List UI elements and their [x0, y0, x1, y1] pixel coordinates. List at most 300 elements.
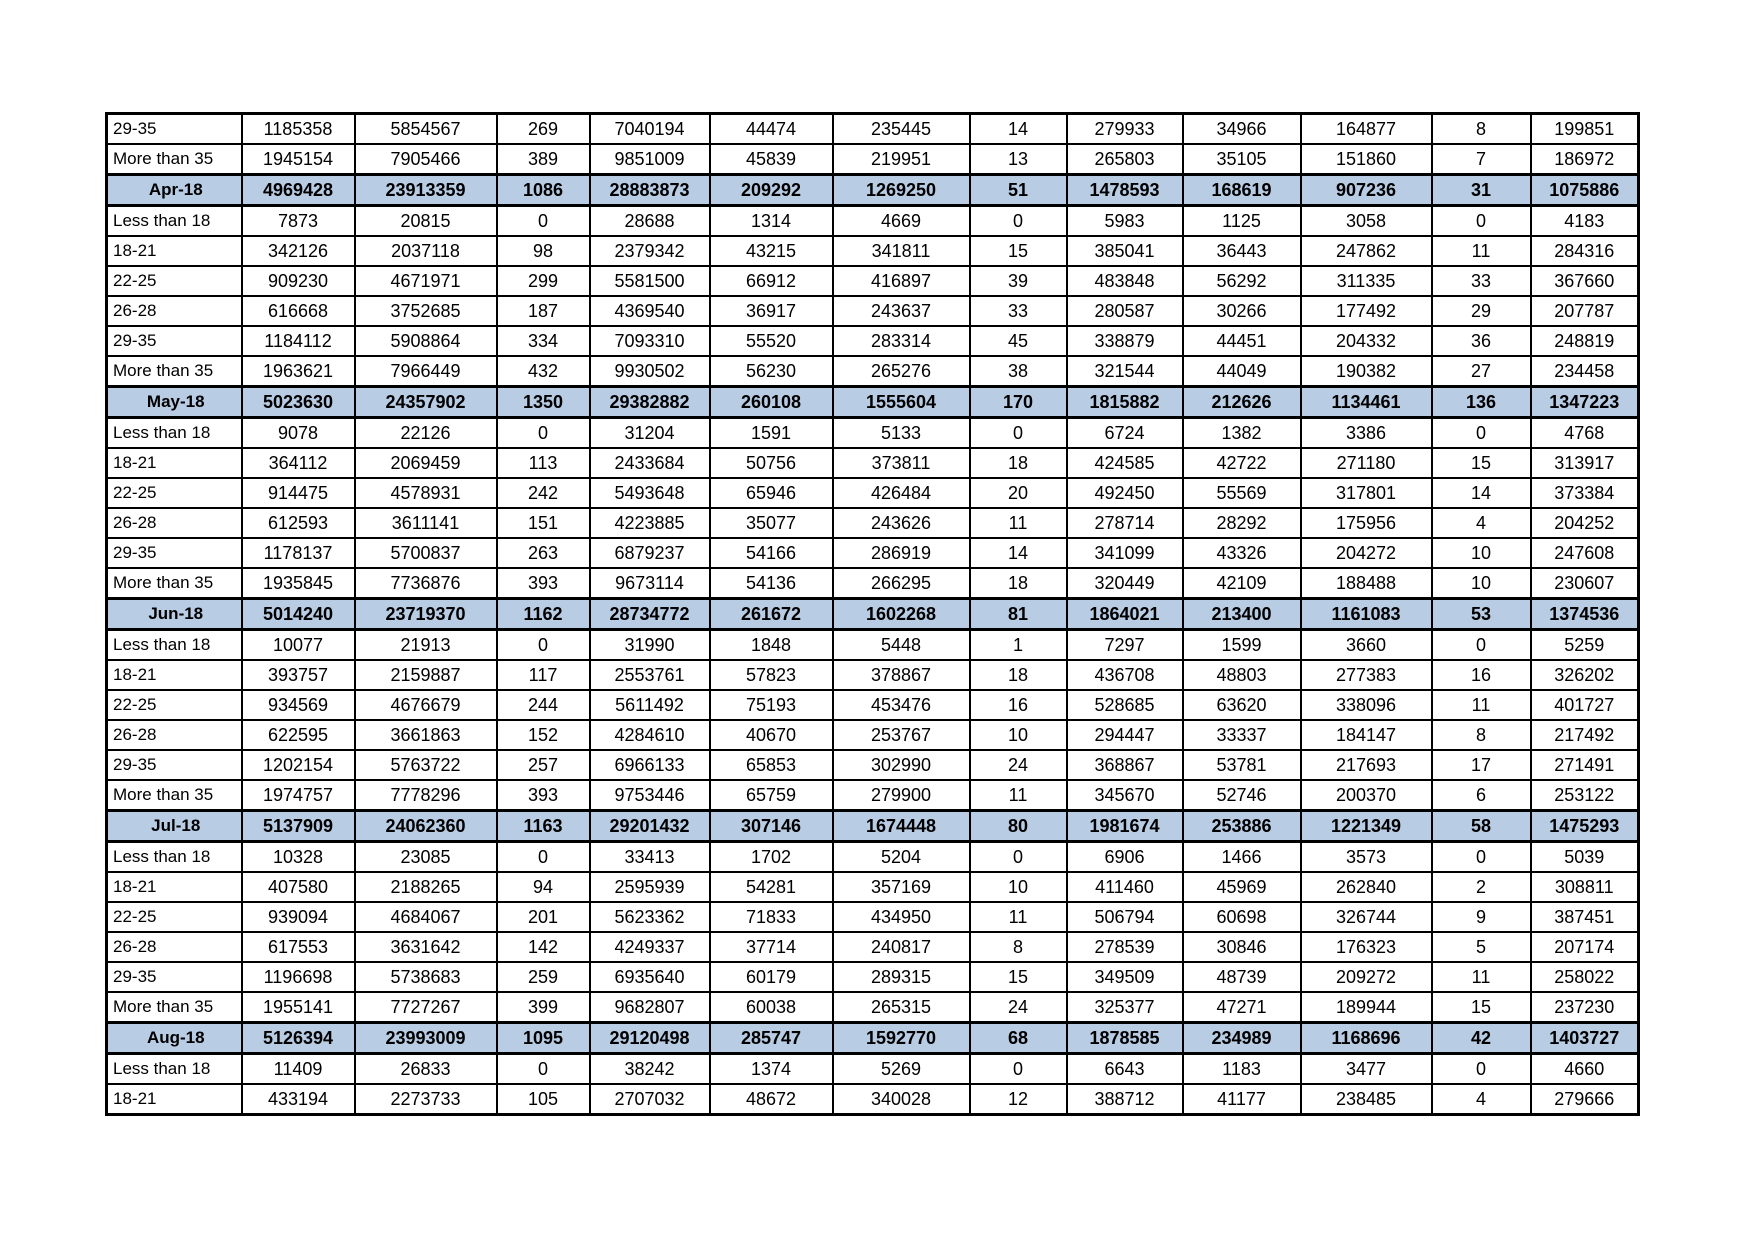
row-label-cell: 18-21 — [107, 236, 242, 266]
table-cell: 909230 — [242, 266, 355, 296]
table-cell: 334 — [497, 326, 590, 356]
table-cell: 388712 — [1067, 1084, 1183, 1115]
row-label-cell: Less than 18 — [107, 418, 242, 449]
table-cell: 204272 — [1301, 538, 1432, 568]
table-cell: 15 — [1432, 448, 1531, 478]
table-cell: 1555604 — [833, 387, 970, 418]
table-cell: 0 — [1432, 842, 1531, 873]
table-cell: 357169 — [833, 872, 970, 902]
table-cell: 3752685 — [355, 296, 497, 326]
table-cell: 33337 — [1183, 720, 1301, 750]
table-cell: 21913 — [355, 630, 497, 661]
table-cell: 113 — [497, 448, 590, 478]
table-cell: 42109 — [1183, 568, 1301, 599]
table-cell: 1134461 — [1301, 387, 1432, 418]
table-cell: 5126394 — [242, 1023, 355, 1054]
table-cell: 23085 — [355, 842, 497, 873]
table-cell: 24357902 — [355, 387, 497, 418]
table-cell: 1178137 — [242, 538, 355, 568]
table-cell: 5738683 — [355, 962, 497, 992]
table-cell: 30266 — [1183, 296, 1301, 326]
table-cell: 189944 — [1301, 992, 1432, 1023]
table-cell: 278714 — [1067, 508, 1183, 538]
table-cell: 2595939 — [590, 872, 710, 902]
table-cell: 907236 — [1301, 175, 1432, 206]
table-cell: 0 — [1432, 206, 1531, 237]
table-cell: 7966449 — [355, 356, 497, 387]
table-cell: 320449 — [1067, 568, 1183, 599]
table-cell: 16 — [1432, 660, 1531, 690]
table-cell: 401727 — [1531, 690, 1639, 720]
table-cell: 1095 — [497, 1023, 590, 1054]
month-summary-row — [107, 387, 1639, 418]
table-cell: 4223885 — [590, 508, 710, 538]
table-cell: 10 — [1432, 538, 1531, 568]
table-cell: 280587 — [1067, 296, 1183, 326]
table-cell: 22126 — [355, 418, 497, 449]
table-cell: 9930502 — [590, 356, 710, 387]
table-cell: 13 — [970, 144, 1067, 175]
table-cell: 434950 — [833, 902, 970, 932]
table-cell: 257 — [497, 750, 590, 780]
table-cell: 14 — [1432, 478, 1531, 508]
row-label-cell: 18-21 — [107, 872, 242, 902]
table-cell: 170 — [970, 387, 1067, 418]
table-cell: 235445 — [833, 114, 970, 145]
table-cell: 5014240 — [242, 599, 355, 630]
table-cell: 4369540 — [590, 296, 710, 326]
table-cell: 4660 — [1531, 1054, 1639, 1085]
table-row — [107, 992, 1639, 1023]
table-cell: 23913359 — [355, 175, 497, 206]
table-cell: 213400 — [1183, 599, 1301, 630]
table-cell: 45839 — [710, 144, 833, 175]
table-cell: 164877 — [1301, 114, 1432, 145]
table-cell: 12 — [970, 1084, 1067, 1115]
table-cell: 18 — [970, 568, 1067, 599]
row-label-cell: 18-21 — [107, 1084, 242, 1115]
table-cell: 307146 — [710, 811, 833, 842]
table-cell: 4284610 — [590, 720, 710, 750]
table-cell: 212626 — [1183, 387, 1301, 418]
table-cell: 94 — [497, 872, 590, 902]
table-cell: 44474 — [710, 114, 833, 145]
table-cell: 80 — [970, 811, 1067, 842]
table-cell: 1981674 — [1067, 811, 1183, 842]
table-cell: 2069459 — [355, 448, 497, 478]
table-cell: 308811 — [1531, 872, 1639, 902]
table-cell: 37714 — [710, 932, 833, 962]
table-row — [107, 478, 1639, 508]
table-cell: 1382 — [1183, 418, 1301, 449]
table-cell: 1466 — [1183, 842, 1301, 873]
table-cell: 914475 — [242, 478, 355, 508]
table-row — [107, 720, 1639, 750]
table-cell: 207174 — [1531, 932, 1639, 962]
table-cell: 9673114 — [590, 568, 710, 599]
table-cell: 31204 — [590, 418, 710, 449]
table-cell: 11 — [1432, 690, 1531, 720]
table-cell: 5908864 — [355, 326, 497, 356]
month-summary-row — [107, 1023, 1639, 1054]
table-cell: 1674448 — [833, 811, 970, 842]
table-cell: 36 — [1432, 326, 1531, 356]
table-cell: 3611141 — [355, 508, 497, 538]
table-cell: 1 — [970, 630, 1067, 661]
table-cell: 277383 — [1301, 660, 1432, 690]
table-cell: 299 — [497, 266, 590, 296]
table-cell: 528685 — [1067, 690, 1183, 720]
table-cell: 259 — [497, 962, 590, 992]
table-row — [107, 418, 1639, 449]
table-cell: 24 — [970, 992, 1067, 1023]
table-cell: 204252 — [1531, 508, 1639, 538]
table-cell: 8 — [1432, 114, 1531, 145]
table-cell: 186972 — [1531, 144, 1639, 175]
table-cell: 4 — [1432, 1084, 1531, 1115]
table-cell: 284316 — [1531, 236, 1639, 266]
table-cell: 311335 — [1301, 266, 1432, 296]
table-cell: 399 — [497, 992, 590, 1023]
table-cell: 9753446 — [590, 780, 710, 811]
table-cell: 1269250 — [833, 175, 970, 206]
table-cell: 63620 — [1183, 690, 1301, 720]
table-cell: 1347223 — [1531, 387, 1639, 418]
table-cell: 1955141 — [242, 992, 355, 1023]
table-cell: 5700837 — [355, 538, 497, 568]
table-cell: 939094 — [242, 902, 355, 932]
table-cell: 411460 — [1067, 872, 1183, 902]
table-cell: 7727267 — [355, 992, 497, 1023]
table-cell: 4669 — [833, 206, 970, 237]
table-cell: 247608 — [1531, 538, 1639, 568]
table-cell: 39 — [970, 266, 1067, 296]
table-cell: 51 — [970, 175, 1067, 206]
table-cell: 9078 — [242, 418, 355, 449]
row-label-cell: 29-35 — [107, 326, 242, 356]
table-cell: 265315 — [833, 992, 970, 1023]
table-cell: 44049 — [1183, 356, 1301, 387]
table-cell: 266295 — [833, 568, 970, 599]
table-cell: 17 — [1432, 750, 1531, 780]
table-cell: 2379342 — [590, 236, 710, 266]
table-cell: 45969 — [1183, 872, 1301, 902]
month-summary-row — [107, 599, 1639, 630]
table-cell: 1185358 — [242, 114, 355, 145]
table-cell: 1878585 — [1067, 1023, 1183, 1054]
table-row — [107, 750, 1639, 780]
table-cell: 136 — [1432, 387, 1531, 418]
table-cell: 243637 — [833, 296, 970, 326]
table-cell: 1125 — [1183, 206, 1301, 237]
table-cell: 50756 — [710, 448, 833, 478]
table-cell: 483848 — [1067, 266, 1183, 296]
table-cell: 28688 — [590, 206, 710, 237]
table-cell: 6643 — [1067, 1054, 1183, 1085]
table-cell: 47271 — [1183, 992, 1301, 1023]
table-cell: 151 — [497, 508, 590, 538]
table-cell: 204332 — [1301, 326, 1432, 356]
table-cell: 0 — [970, 206, 1067, 237]
table-cell: 373811 — [833, 448, 970, 478]
table-cell: 3661863 — [355, 720, 497, 750]
table-cell: 11409 — [242, 1054, 355, 1085]
table-cell: 1221349 — [1301, 811, 1432, 842]
table-cell: 5854567 — [355, 114, 497, 145]
table-cell: 152 — [497, 720, 590, 750]
table-row — [107, 872, 1639, 902]
table-cell: 7 — [1432, 144, 1531, 175]
table-cell: 243626 — [833, 508, 970, 538]
table-cell: 33 — [1432, 266, 1531, 296]
table-cell: 0 — [1432, 630, 1531, 661]
table-cell: 14 — [970, 538, 1067, 568]
table-cell: 271180 — [1301, 448, 1432, 478]
table-cell: 265803 — [1067, 144, 1183, 175]
table-cell: 34966 — [1183, 114, 1301, 145]
table-cell: 5204 — [833, 842, 970, 873]
month-summary-row — [107, 811, 1639, 842]
table-cell: 60038 — [710, 992, 833, 1023]
row-label-cell: 22-25 — [107, 690, 242, 720]
table-cell: 340028 — [833, 1084, 970, 1115]
table-cell: 416897 — [833, 266, 970, 296]
table-row — [107, 780, 1639, 811]
row-label-cell: More than 35 — [107, 992, 242, 1023]
table-cell: 0 — [970, 1054, 1067, 1085]
table-cell: 317801 — [1301, 478, 1432, 508]
table-cell: 54136 — [710, 568, 833, 599]
table-row — [107, 902, 1639, 932]
table-cell: 11 — [970, 902, 1067, 932]
table-cell: 1935845 — [242, 568, 355, 599]
table-cell: 200370 — [1301, 780, 1432, 811]
table-cell: 1161083 — [1301, 599, 1432, 630]
row-label-cell: 26-28 — [107, 720, 242, 750]
table-cell: 234989 — [1183, 1023, 1301, 1054]
table-cell: 492450 — [1067, 478, 1183, 508]
table-cell: 253122 — [1531, 780, 1639, 811]
table-cell: 5137909 — [242, 811, 355, 842]
table-cell: 3660 — [1301, 630, 1432, 661]
row-label-cell: 26-28 — [107, 932, 242, 962]
table-cell: 35077 — [710, 508, 833, 538]
table-cell: 209272 — [1301, 962, 1432, 992]
table-cell: 1403727 — [1531, 1023, 1639, 1054]
table-cell: 1602268 — [833, 599, 970, 630]
table-cell: 44451 — [1183, 326, 1301, 356]
table-cell: 177492 — [1301, 296, 1432, 326]
table-cell: 175956 — [1301, 508, 1432, 538]
table-cell: 1168696 — [1301, 1023, 1432, 1054]
table-cell: 14 — [970, 114, 1067, 145]
table-cell: 2553761 — [590, 660, 710, 690]
table-cell: 1591 — [710, 418, 833, 449]
table-cell: 269 — [497, 114, 590, 145]
table-cell: 24062360 — [355, 811, 497, 842]
table-row — [107, 266, 1639, 296]
table-cell: 1163 — [497, 811, 590, 842]
table-cell: 217693 — [1301, 750, 1432, 780]
table-cell: 278539 — [1067, 932, 1183, 962]
table-cell: 5269 — [833, 1054, 970, 1085]
table-cell: 24 — [970, 750, 1067, 780]
table-cell: 151860 — [1301, 144, 1432, 175]
table-cell: 53781 — [1183, 750, 1301, 780]
table-cell: 341099 — [1067, 538, 1183, 568]
table-cell: 57823 — [710, 660, 833, 690]
table-cell: 4676679 — [355, 690, 497, 720]
table-cell: 5581500 — [590, 266, 710, 296]
table-cell: 30846 — [1183, 932, 1301, 962]
table-cell: 28292 — [1183, 508, 1301, 538]
row-label-cell: 18-21 — [107, 660, 242, 690]
table-cell: 349509 — [1067, 962, 1183, 992]
table-cell: 10 — [970, 872, 1067, 902]
table-cell: 389 — [497, 144, 590, 175]
table-cell: 23719370 — [355, 599, 497, 630]
row-label-cell: 29-35 — [107, 750, 242, 780]
table-cell: 33 — [970, 296, 1067, 326]
table-cell: 8 — [1432, 720, 1531, 750]
table-cell: 617553 — [242, 932, 355, 962]
table-cell: 238485 — [1301, 1084, 1432, 1115]
table-cell: 313917 — [1531, 448, 1639, 478]
table-row — [107, 690, 1639, 720]
table-cell: 385041 — [1067, 236, 1183, 266]
table-cell: 11 — [1432, 962, 1531, 992]
table-cell: 1183 — [1183, 1054, 1301, 1085]
table-cell: 10328 — [242, 842, 355, 873]
row-label-cell: More than 35 — [107, 568, 242, 599]
table-cell: 263 — [497, 538, 590, 568]
table-cell: 1350 — [497, 387, 590, 418]
table-cell: 1974757 — [242, 780, 355, 811]
table-cell: 279666 — [1531, 1084, 1639, 1115]
table-cell: 1963621 — [242, 356, 355, 387]
table-cell: 393 — [497, 780, 590, 811]
table-cell: 2159887 — [355, 660, 497, 690]
table-cell: 424585 — [1067, 448, 1183, 478]
table-cell: 0 — [497, 842, 590, 873]
table-cell: 407580 — [242, 872, 355, 902]
table-cell: 7905466 — [355, 144, 497, 175]
table-cell: 1848 — [710, 630, 833, 661]
table-cell: 1478593 — [1067, 175, 1183, 206]
table-cell: 71833 — [710, 902, 833, 932]
table-cell: 117 — [497, 660, 590, 690]
table-cell: 237230 — [1531, 992, 1639, 1023]
table-cell: 8 — [970, 932, 1067, 962]
table-cell: 60698 — [1183, 902, 1301, 932]
table-cell: 1086 — [497, 175, 590, 206]
table-cell: 18 — [970, 448, 1067, 478]
table-cell: 364112 — [242, 448, 355, 478]
table-cell: 187 — [497, 296, 590, 326]
table-cell: 11 — [970, 508, 1067, 538]
table-cell: 10 — [970, 720, 1067, 750]
table-cell: 10 — [1432, 568, 1531, 599]
table-cell: 43326 — [1183, 538, 1301, 568]
row-label-cell: 29-35 — [107, 962, 242, 992]
table-cell: 1374536 — [1531, 599, 1639, 630]
table-row — [107, 326, 1639, 356]
table-cell: 453476 — [833, 690, 970, 720]
table-cell: 48672 — [710, 1084, 833, 1115]
table-cell: 242 — [497, 478, 590, 508]
table-cell: 4684067 — [355, 902, 497, 932]
table-cell: 373384 — [1531, 478, 1639, 508]
table-cell: 33413 — [590, 842, 710, 873]
table-cell: 201 — [497, 902, 590, 932]
table-cell: 142 — [497, 932, 590, 962]
table-cell: 387451 — [1531, 902, 1639, 932]
table-cell: 378867 — [833, 660, 970, 690]
month-summary-row — [107, 175, 1639, 206]
table-cell: 60179 — [710, 962, 833, 992]
table-cell: 326202 — [1531, 660, 1639, 690]
table-cell: 302990 — [833, 750, 970, 780]
table-cell: 7040194 — [590, 114, 710, 145]
table-cell: 56292 — [1183, 266, 1301, 296]
table-cell: 55569 — [1183, 478, 1301, 508]
age-month-data-table — [105, 112, 1640, 1116]
table-cell: 265276 — [833, 356, 970, 387]
table-cell: 6966133 — [590, 750, 710, 780]
table-cell: 6935640 — [590, 962, 710, 992]
table-cell: 5133 — [833, 418, 970, 449]
table-cell: 294447 — [1067, 720, 1183, 750]
table-cell: 5448 — [833, 630, 970, 661]
table-cell: 261672 — [710, 599, 833, 630]
table-cell: 18 — [970, 660, 1067, 690]
row-label-cell: 18-21 — [107, 448, 242, 478]
table-cell: 5763722 — [355, 750, 497, 780]
row-label-cell: 26-28 — [107, 508, 242, 538]
table-cell: 253886 — [1183, 811, 1301, 842]
table-cell: 209292 — [710, 175, 833, 206]
table-cell: 247862 — [1301, 236, 1432, 266]
table-cell: 81 — [970, 599, 1067, 630]
table-cell: 0 — [497, 418, 590, 449]
table-cell: 15 — [970, 962, 1067, 992]
table-cell: 616668 — [242, 296, 355, 326]
row-label-cell: Aug-18 — [107, 1023, 242, 1054]
table-cell: 4578931 — [355, 478, 497, 508]
table-cell: 341811 — [833, 236, 970, 266]
table-cell: 2 — [1432, 872, 1531, 902]
table-cell: 506794 — [1067, 902, 1183, 932]
row-label-cell: Apr-18 — [107, 175, 242, 206]
row-label-cell: More than 35 — [107, 144, 242, 175]
table-cell: 28883873 — [590, 175, 710, 206]
table-cell: 11 — [970, 780, 1067, 811]
table-cell: 7297 — [1067, 630, 1183, 661]
table-cell: 16 — [970, 690, 1067, 720]
table-row — [107, 842, 1639, 873]
table-cell: 52746 — [1183, 780, 1301, 811]
table-cell: 31990 — [590, 630, 710, 661]
table-cell: 1475293 — [1531, 811, 1639, 842]
table-cell: 7778296 — [355, 780, 497, 811]
table-cell: 934569 — [242, 690, 355, 720]
table-cell: 1599 — [1183, 630, 1301, 661]
table-row — [107, 236, 1639, 266]
table-cell: 9851009 — [590, 144, 710, 175]
table-cell: 279900 — [833, 780, 970, 811]
table-cell: 622595 — [242, 720, 355, 750]
table-cell: 325377 — [1067, 992, 1183, 1023]
